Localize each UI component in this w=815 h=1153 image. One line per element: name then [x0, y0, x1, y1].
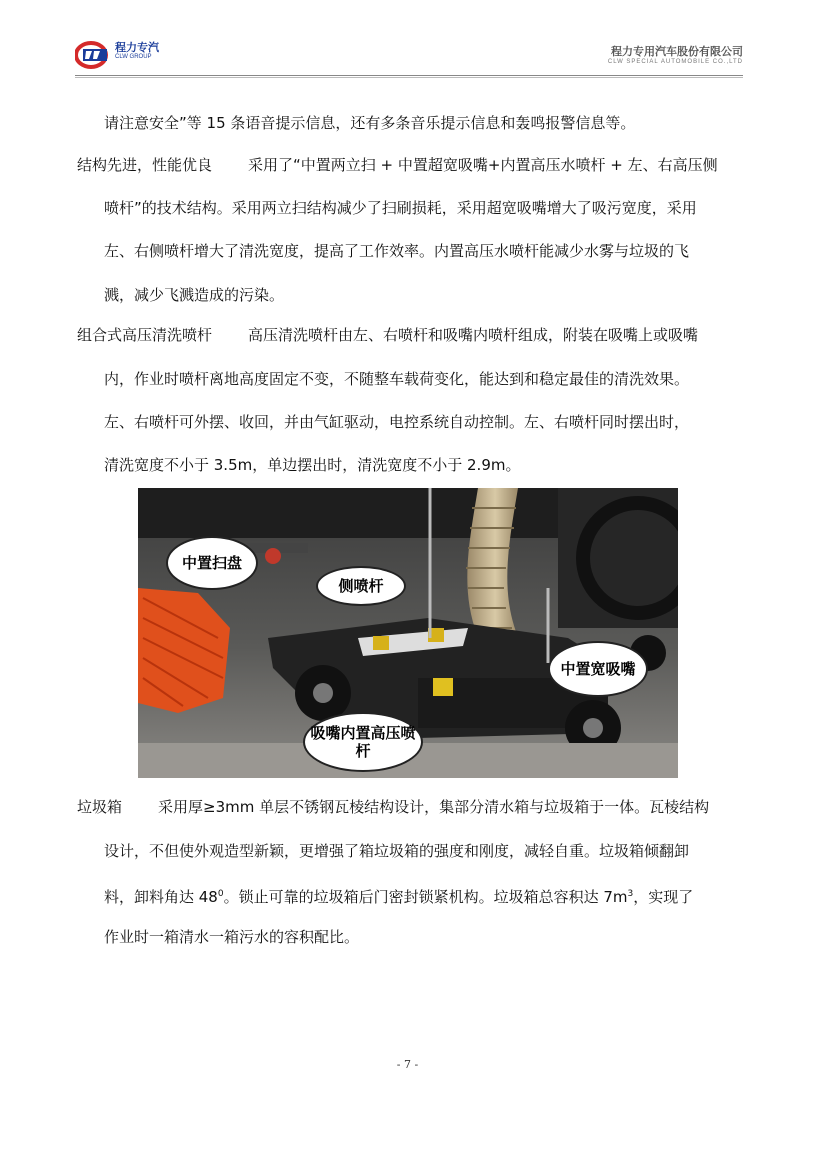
section-structure-line: [77, 155, 718, 175]
paragraph-line: 采用厚≥3mm 单层不锈钢瓦棱结构设计，集部分清水箱与垃圾箱于一体。瓦棱结构: [158, 798, 710, 816]
paragraph-line: 高压清洗喷杆由左、右喷杆和吸嘴内喷杆组成，附装在吸嘴上或吸嘴: [248, 326, 699, 344]
paragraph-line: 内，作业时喷杆离地高度固定不变，不随整车载荷变化，能达到和稳定最佳的清洗效果。: [104, 370, 690, 388]
paragraph-line: 请注意安全”等 15 条语音提示信息，还有多条音乐提示信息和轰鸣报警信息等。: [104, 114, 636, 132]
logo-mark-icon: [75, 40, 113, 70]
paragraph-line: 溅，减少飞溅造成的污染。: [104, 286, 285, 304]
callout-inner-spray-bar: 吸嘴内置高压喷杆: [303, 712, 423, 772]
text-segment: ，实现了: [633, 888, 694, 906]
section-spray-line: [77, 325, 698, 345]
section-label-structure: 结构先进，性能优良: [77, 156, 213, 174]
company-name-en: CLW SPECIAL AUTOMOBILE CO.,LTD: [607, 59, 743, 65]
section-label-spray: 组合式高压清洗喷杆: [77, 326, 213, 344]
header-divider-thin: [75, 77, 743, 78]
superscript-degree: 0: [217, 889, 224, 899]
paragraph-line: 左、右喷杆可外摆、收回，并由气缸驱动，电控系统自动控制。左、右喷杆同时摆出时，: [104, 413, 690, 431]
text-segment: 。锁止可靠的垃圾箱后门密封锁紧机构。垃圾箱总容积达 7m: [223, 888, 628, 906]
page-number: - 7 -: [396, 1058, 419, 1071]
paragraph-line: 喷杆”的技术结构。采用两立扫结构减少了扫刷损耗，采用超宽吸嘴增大了吸污宽度，采用: [104, 199, 697, 217]
company-logo: [75, 40, 175, 76]
paragraph-line-with-superscripts: [104, 884, 693, 907]
paragraph-line: 设计，不但使外观造型新颖，更增强了箱垃圾箱的强度和刚度，减轻自重。垃圾箱倾翻卸: [104, 842, 690, 860]
paragraph-line: 左、右侧喷杆增大了清洗宽度，提高了工作效率。内置高压水喷杆能减少水雾与垃圾的飞: [104, 242, 690, 260]
text-segment: 料，卸料角达 48: [104, 888, 218, 906]
section-label-bin: 垃圾箱: [77, 798, 123, 816]
equipment-photo: [138, 488, 678, 778]
section-bin-line: [77, 797, 709, 817]
logo-text: 程力专汽: [115, 41, 159, 54]
paragraph-line: 清洗宽度不小于 3.5m，单边摆出时，清洗宽度不小于 2.9m。: [104, 456, 521, 474]
callout-side-spray-bar: 侧喷杆: [316, 566, 406, 606]
callout-wide-nozzle: 中置宽吸嘴: [548, 641, 648, 697]
superscript-cubic: 3: [627, 889, 634, 899]
paragraph-line: 采用了“中置两立扫 + 中置超宽吸嘴+内置高压水喷杆 + 左、右高压侧: [248, 156, 718, 174]
callout-center-broom: 中置扫盘: [166, 536, 258, 590]
logo-subtext: CLW GROUP: [115, 54, 152, 60]
header-divider: [75, 75, 743, 76]
paragraph-line: 作业时一箱清水一箱污水的容积配比。: [104, 928, 360, 946]
company-name-cn: 程力专用汽车股份有限公司: [611, 45, 743, 58]
page-header: [0, 0, 815, 80]
company-name: [608, 43, 743, 65]
